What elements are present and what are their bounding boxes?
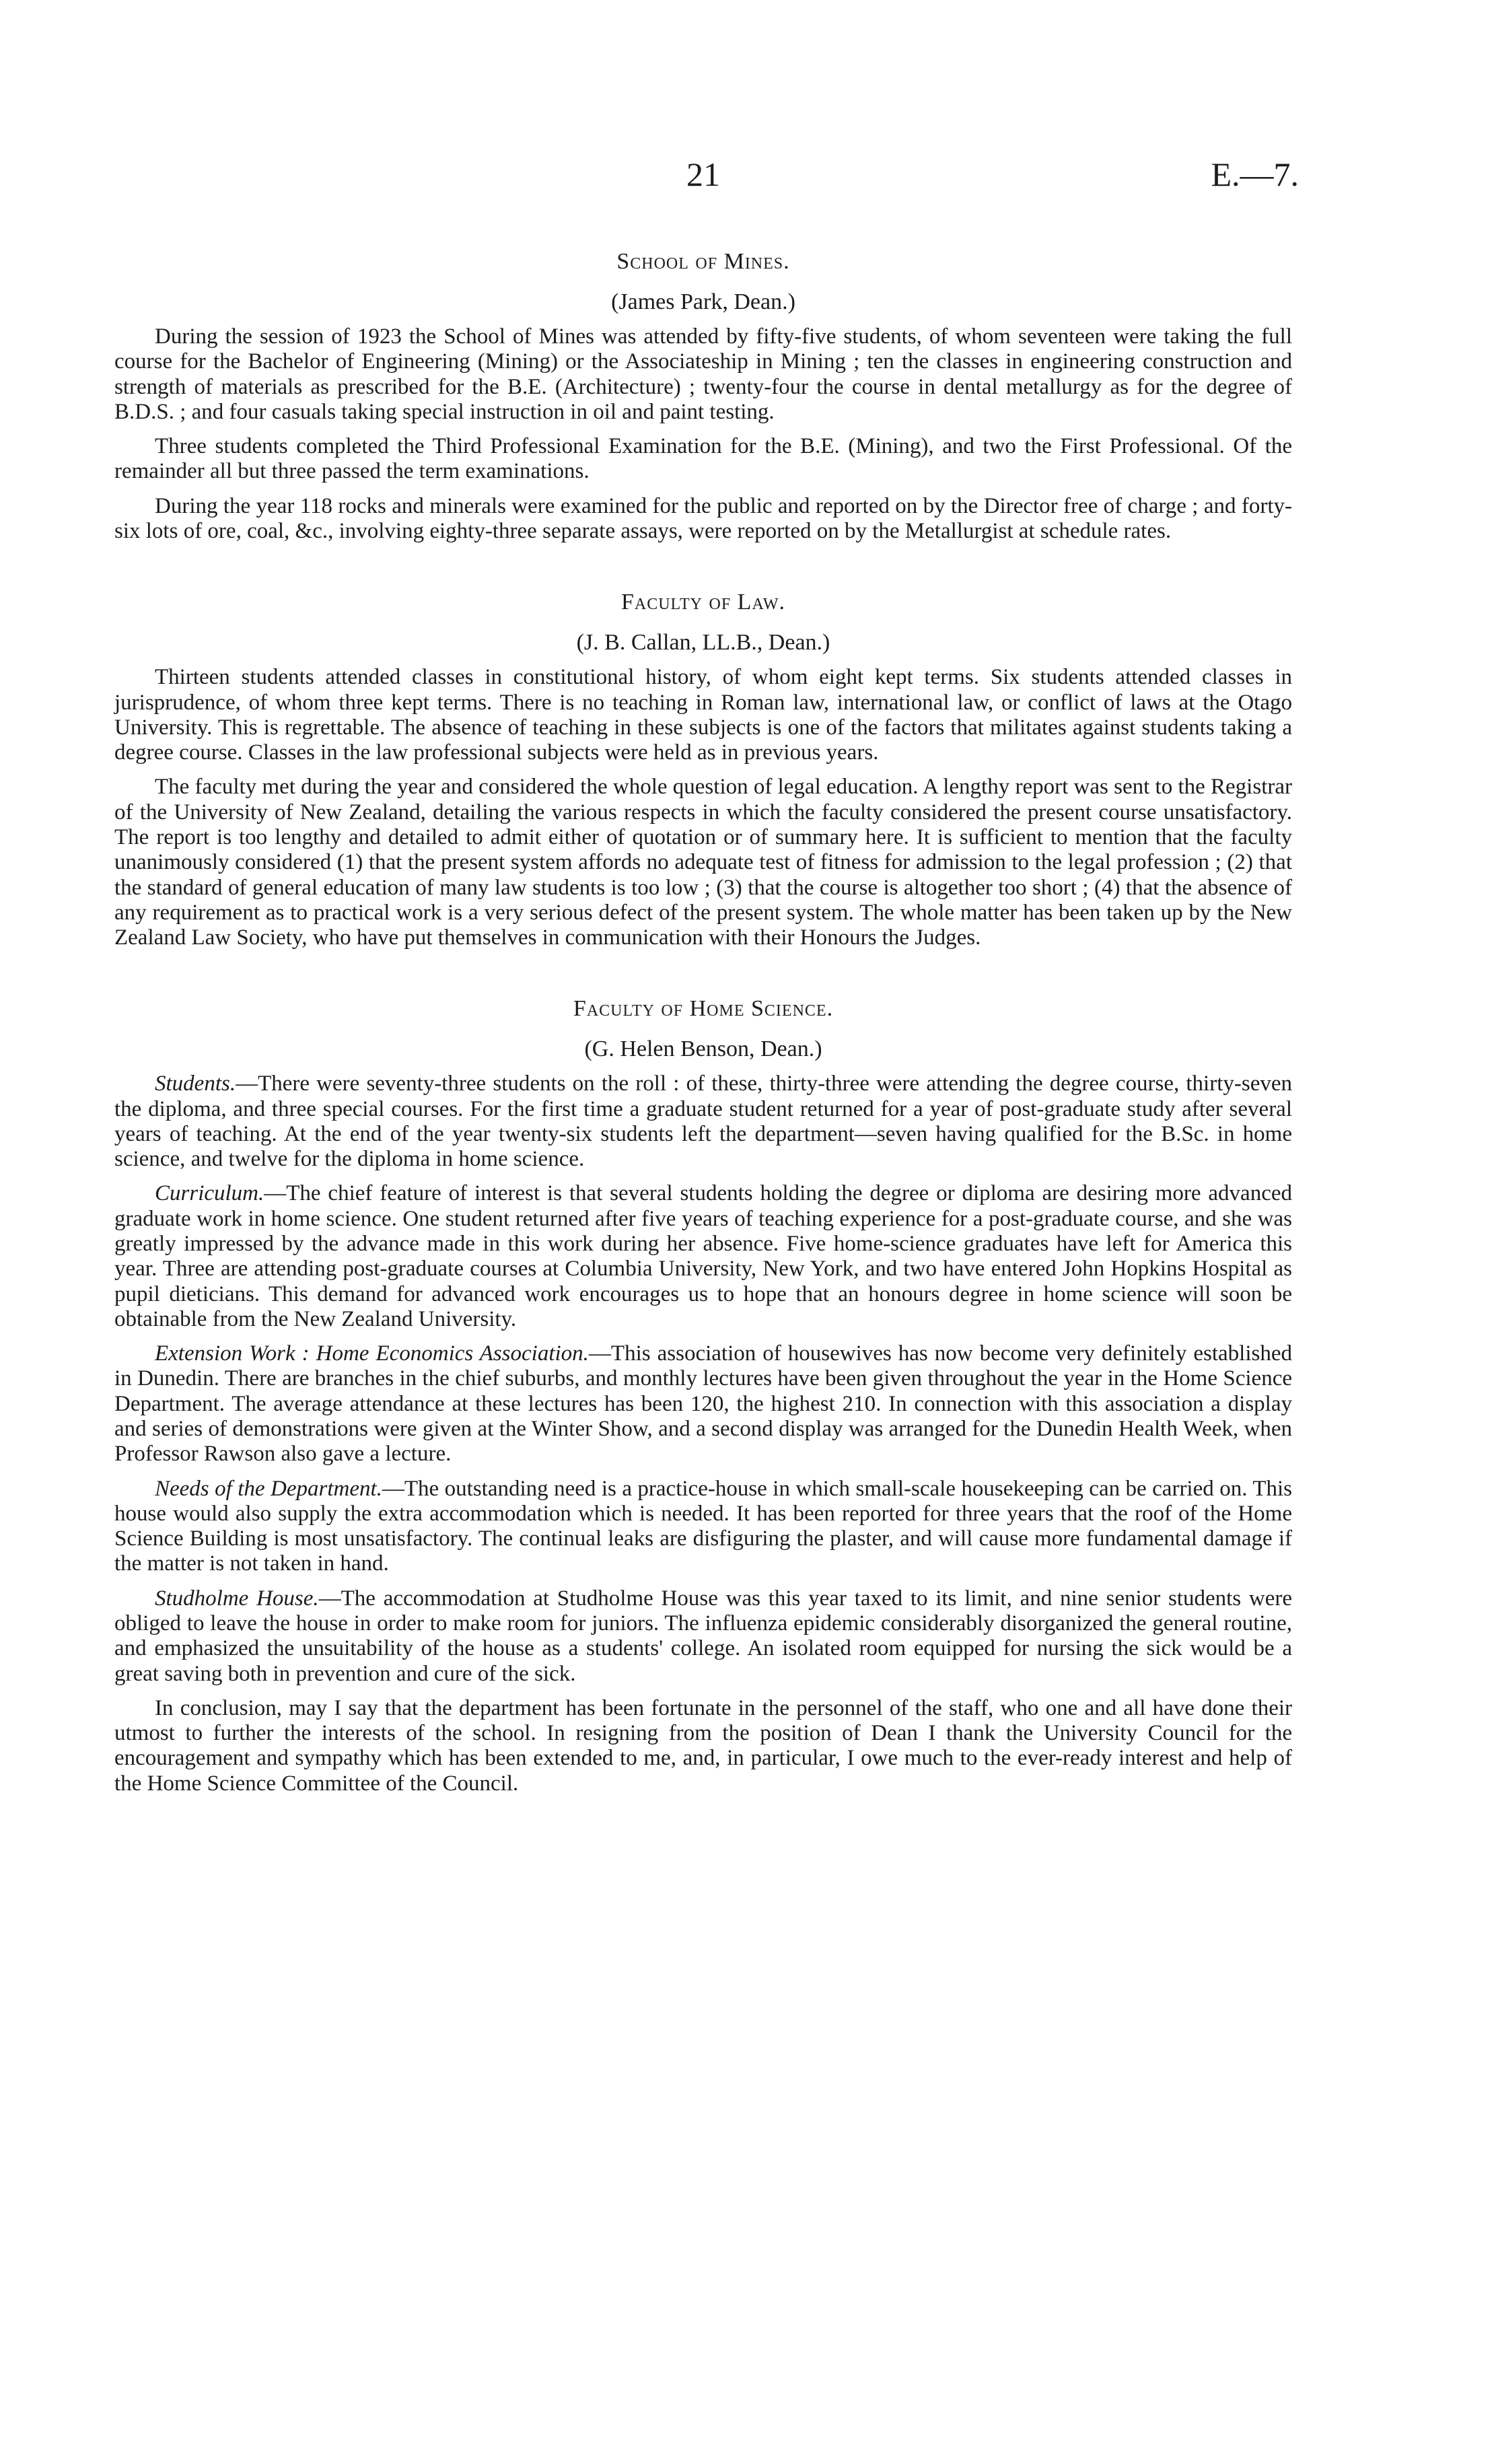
page-reference: E.—7. xyxy=(1211,155,1299,193)
section-title: Faculty of Home Science. xyxy=(573,996,834,1022)
paragraph-body: —The outstanding need is a practice-house in which small-scale housekeeping can be carried on. This house would also supply the extra accommodation which is needed. It has been reported for three years that the roof of the Home Science Building is most unsatisfactory. The continual leaks are disfiguring the plaster, and will cause more fundamental damage if the matter is not taken in hand. xyxy=(114,1476,1292,1576)
paragraph-body: —There were seventy-three students on the roll : of these, thirty-three were attending the degree course, thirty-seven the diploma, and three special courses. For the first time a graduate student returned for a year of post-graduate study after several years of teaching. At the end of the year twenty-six students left the department—seven having qualified for the B.Sc. in home science, and twelve for the diploma in home science. xyxy=(114,1071,1292,1172)
paragraph-lead: Needs of the Department. xyxy=(155,1476,382,1501)
paragraph-body: —This association of housewives has now become very definitely established in Dunedin. There are branches in the chief suburbs, and monthly lectures have been given throughout the year in the Home Science Department. The average attendance at these lectures has been 120, the highest 210. In connection with this association a display and series of demonstrations were given at the Winter Show, and a second display was arranged for the Dunedin Health Week, when Professor Rawson also gave a lecture. xyxy=(114,1341,1293,1467)
paragraph-studholme-house xyxy=(114,1586,1292,1687)
paragraph-lead: Studholme House. xyxy=(155,1586,319,1611)
paragraph-students xyxy=(114,1071,1292,1172)
paragraph: The faculty met during the year and considered the whole question of legal education. A lengthy report was sent to the Registrar of the University of New Zealand, detailing the various respects in which the faculty considered the present course unsatisfactory. The report is too lengthy and detailed to admit either of quotation or of summary here. It is sufficient to mention that the faculty unanimously considered (1) that the present system affords no adequate test of fitness for admission to the legal profession ; (2) that the standard of general education of many law students is too low ; (3) that the course is altogether too short ; (4) that the absence of any requirement as to practical work is a very serious defect of the present system. The whole matter has been taken up by the New Zealand Law Society, who have put themselves in communication with their Honours the Judges. xyxy=(114,775,1292,950)
paragraph: During the year 118 rocks and minerals were examined for the public and reported on by the Director free of charge ; and forty-six lots of ore, coal, &c., involving eighty-three separate assays, were reported on by the Metallurgist at schedule rates. xyxy=(114,493,1292,543)
paragraph-body: —The accommodation at Studholme House was this year taxed to its limit, and nine senior students were obliged to leave the house in order to make room for juniors. The influenza epidemic considerably disorganized the general routine, and emphasized the unsuitability of the house as a students' college. An isolated room equipped for nursing the sick would be a great saving both in prevention and cure of the sick. xyxy=(114,1586,1292,1686)
section-dean: (J. B. Callan, LL.B., Dean.) xyxy=(576,630,830,656)
section-title: Faculty of Law. xyxy=(620,590,786,615)
section-title: School of Mines. xyxy=(616,249,790,274)
section-faculty-of-home-science xyxy=(114,996,1292,1796)
section-dean: (James Park, Dean.) xyxy=(611,289,795,314)
page-header xyxy=(114,155,1299,222)
paragraph: Three students completed the Third Professional Examination for the B.E. (Mining), and two the First Professional. Of the remainder all but three passed the term examinations. xyxy=(114,434,1292,484)
paragraph-body: —The chief feature of interest is that several students holding the degree or diploma are desiring more advanced graduate work in home science. One student returned after five years of teaching experience for a post-graduate course, and she was greatly impressed by the advance made in this work during her absence. Five home-science graduates have left for America this year. Three are attending post-graduate courses at Columbia University, New York, and two have entered John Hopkins Hospital as pupil dieticians. This demand for advanced work encourages us to hope that an honours degree in home science will soon be obtainable from the New Zealand University. xyxy=(114,1181,1292,1331)
paragraph-needs xyxy=(114,1477,1292,1577)
paragraph-lead: Curriculum. xyxy=(155,1181,264,1206)
page-number: 21 xyxy=(686,155,720,193)
paragraph: During the session of 1923 the School of Mines was attended by fifty-five students, of whom seventeen were taking the full course for the Bachelor of Engineering (Mining) or the Associateship in Mining ; ten the classes in engineering construction and strength of materials as prescribed for the B.E. (Architecture) ; twenty-four the course in dental metallurgy as for the degree of B.D.S. ; and four casuals taking special instruction in oil and paint testing. xyxy=(114,324,1292,424)
section-school-of-mines xyxy=(114,249,1292,544)
paragraph-curriculum xyxy=(114,1181,1292,1332)
paragraph: Thirteen students attended classes in constitutional history, of whom eight kept terms. Six students attended classes in jurisprudence, of whom three kept terms. There is no teaching in Roman law, international law, or conflict of laws at the Otago University. This is regrettable. The absence of teaching in these subjects is one of the factors that militates against students taking a degree course. Classes in the law professional subjects were held as in previous years. xyxy=(114,665,1292,765)
paragraph-conclusion: In conclusion, may I say that the department has been fortunate in the personnel of the staff, who one and all have done their utmost to further the interests of the school. In resigning from the position of Dean I thank the University Council for the encouragement and sympathy which has been extended to me, and, in particular, I owe much to the ever-ready interest and help of the Home Science Committee of the Council. xyxy=(114,1695,1292,1796)
section-faculty-of-law xyxy=(114,590,1292,950)
section-dean: (G. Helen Benson, Dean.) xyxy=(584,1036,822,1062)
paragraph-extension-work xyxy=(114,1341,1292,1467)
paragraph-lead: Extension Work : Home Economics Association. xyxy=(155,1341,589,1366)
paragraph-lead: Students. xyxy=(155,1071,236,1096)
document-page xyxy=(114,155,1299,1806)
